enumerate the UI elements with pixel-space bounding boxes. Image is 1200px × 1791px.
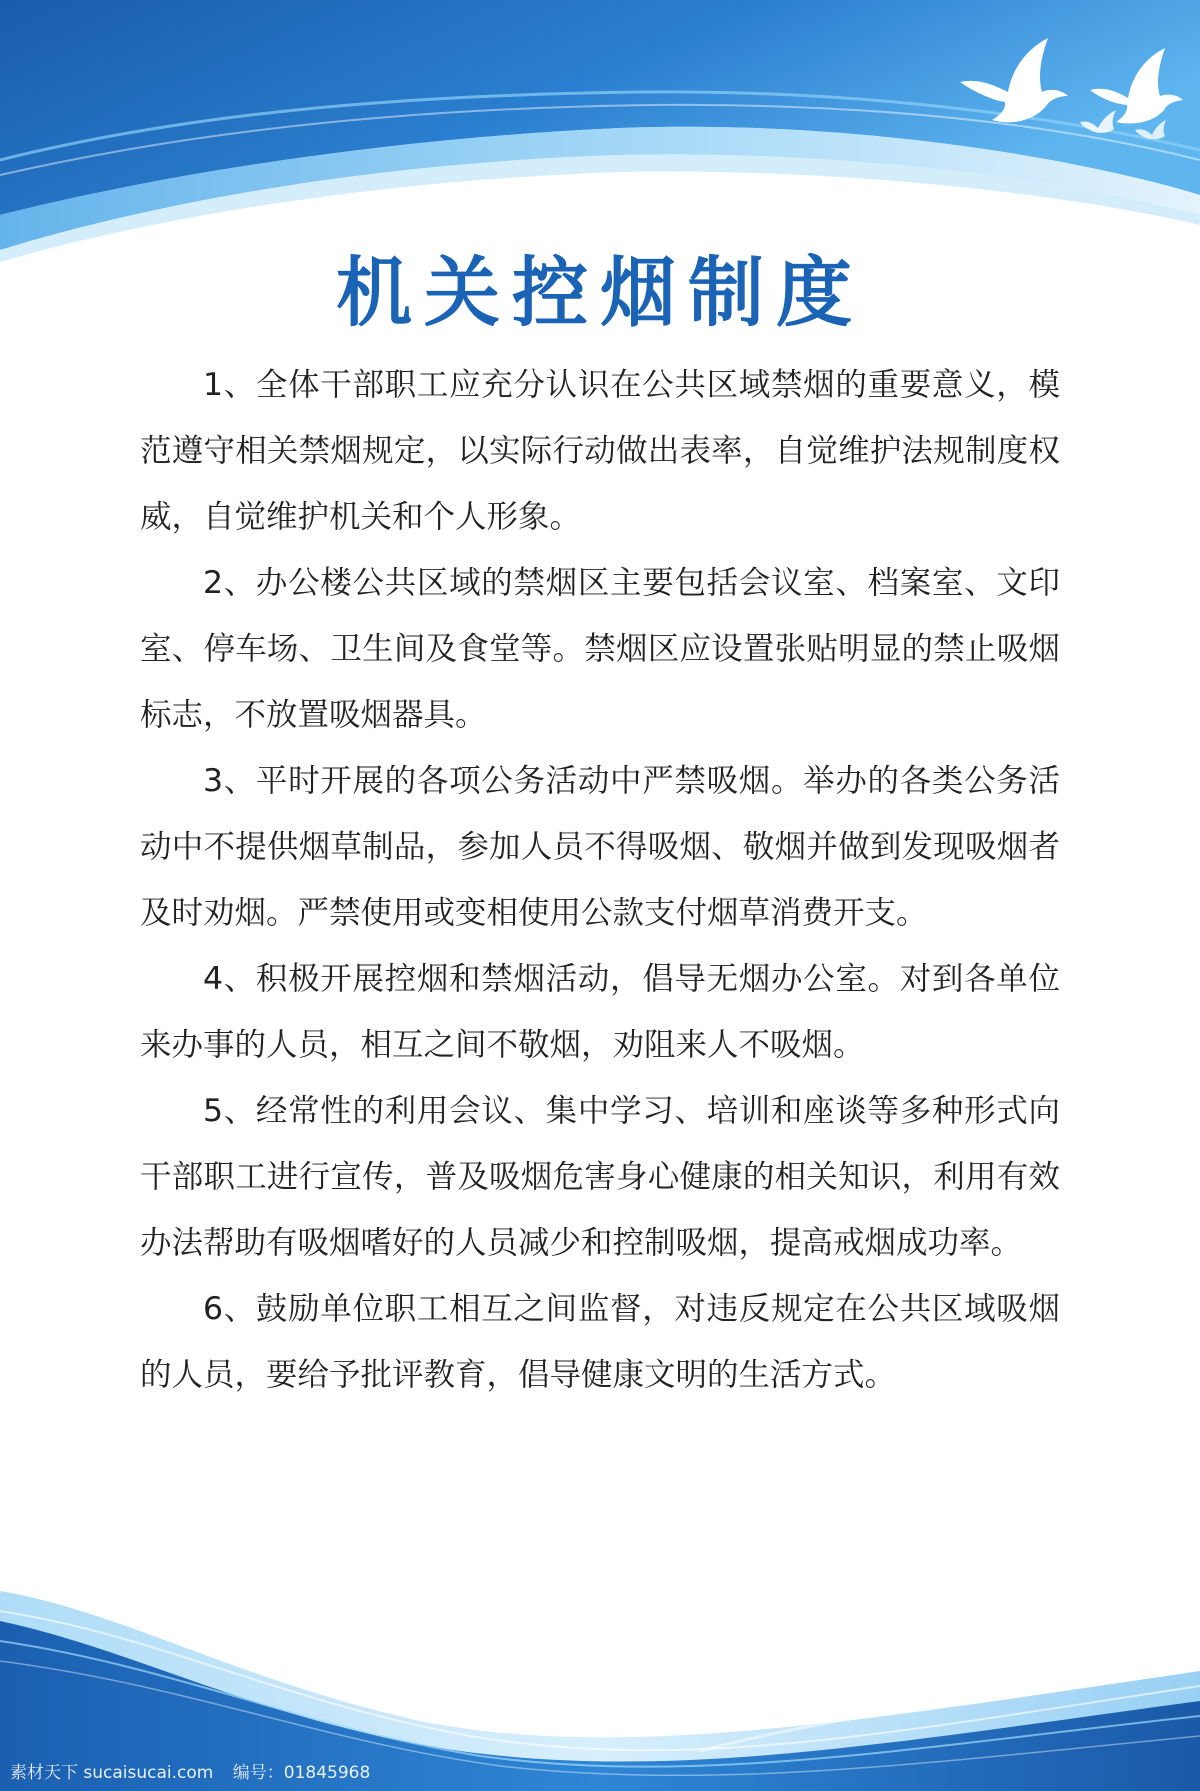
regulation-item: 6、鼓励单位职工相互之间监督，对违反规定在公共区域吸烟的人员，要给予批评教育，倡导健康文明的生活方式。 bbox=[140, 1291, 1060, 1393]
regulation-item: 1、全体干部职工应充分认识在公共区域禁烟的重要意义，模范遵守相关禁烟规定，以实际行动做出表率，自觉维护法规制度权威，自觉维护机关和个人形象。 bbox=[140, 367, 1060, 535]
page-title: 机关控烟制度 bbox=[336, 248, 864, 337]
watermark-id: 编号：01845968 bbox=[232, 1763, 371, 1783]
regulation-item: 3、平时开展的各项公务活动中严禁吸烟。举办的各类公务活动中不提供烟草制品，参加人员不得吸烟、敬烟并做到发现吸烟者及时劝烟。严禁使用或变相使用公款支付烟草消费开支。 bbox=[140, 763, 1060, 931]
regulation-item: 4、积极开展控烟和禁烟活动，倡导无烟办公室。对到各单位来办事的人员，相互之间不敬烟，劝阻来人不吸烟。 bbox=[140, 961, 1060, 1063]
dove-icon bbox=[950, 30, 1200, 150]
regulation-item: 2、办公楼公共区域的禁烟区主要包括会议室、档案室、文印室、停车场、卫生间及食堂等。禁烟区应设置张贴明显的禁止吸烟标志，不放置吸烟器具。 bbox=[140, 565, 1060, 733]
bottom-wave bbox=[0, 1551, 1200, 1791]
watermark-site: 素材天下 sucaisucai.com bbox=[10, 1763, 214, 1783]
watermark bbox=[10, 1758, 384, 1783]
regulation-item: 5、经常性的利用会议、集中学习、培训和座谈等多种形式向干部职工进行宣传，普及吸烟危害身心健康的相关知识，利用有效办法帮助有吸烟嗜好的人员减少和控制吸烟，提高戒烟成功率。 bbox=[140, 1093, 1060, 1261]
regulation-list bbox=[140, 352, 1060, 1408]
